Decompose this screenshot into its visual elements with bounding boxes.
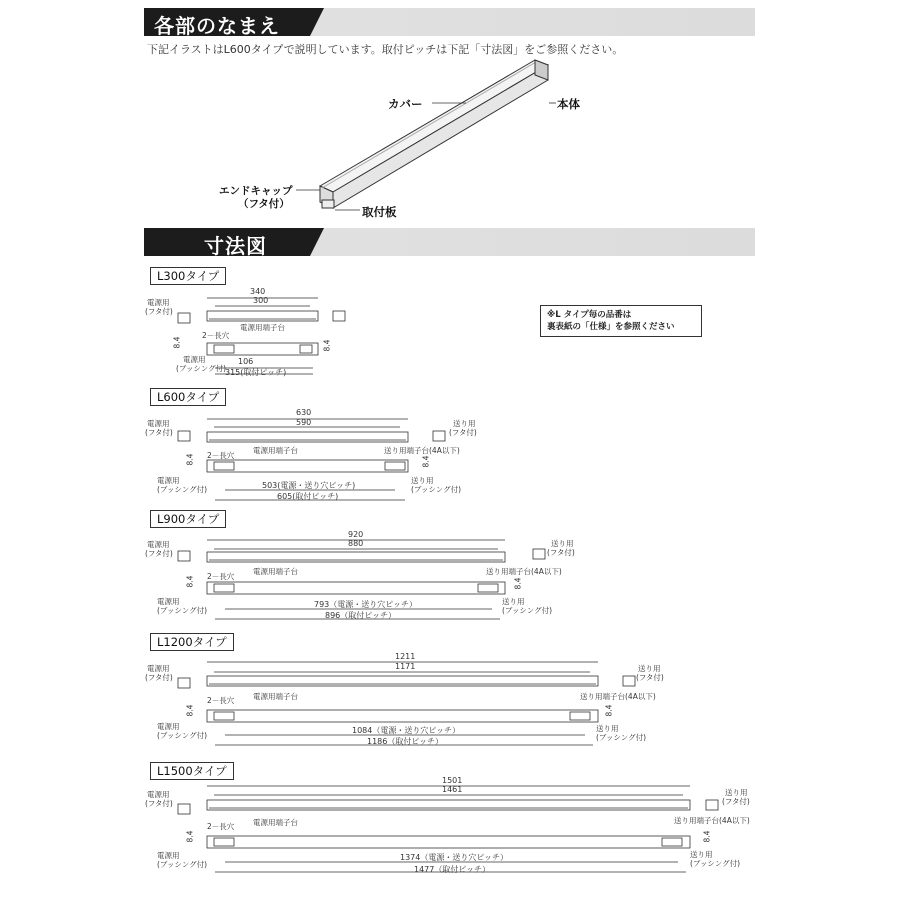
label-cover: カバー	[388, 97, 423, 111]
type-label-l300: L300タイプ	[150, 267, 226, 285]
label-endcap-sub: （フタ付）	[238, 198, 290, 210]
section-title-dimensions: 寸法図	[204, 234, 267, 258]
label-body: 本体	[557, 97, 580, 111]
section-title-names: 各部のなまえ	[154, 14, 280, 38]
type-label-l900: L900タイプ	[150, 510, 226, 528]
illustration-note: 下記イラストはL600タイプで説明しています。取付ピッチは下記「寸法図」をご参照ください。	[147, 43, 624, 56]
type-label-l1500: L1500タイプ	[150, 762, 234, 780]
notice-box: ※L タイプ毎の品番は 裏表紙の「仕様」を参照ください	[540, 305, 702, 337]
type-label-l1200: L1200タイプ	[150, 633, 234, 651]
label-endcap: エンドキャップ	[219, 185, 293, 197]
type-label-l600: L600タイプ	[150, 388, 226, 406]
label-plate: 取付板	[362, 205, 397, 219]
